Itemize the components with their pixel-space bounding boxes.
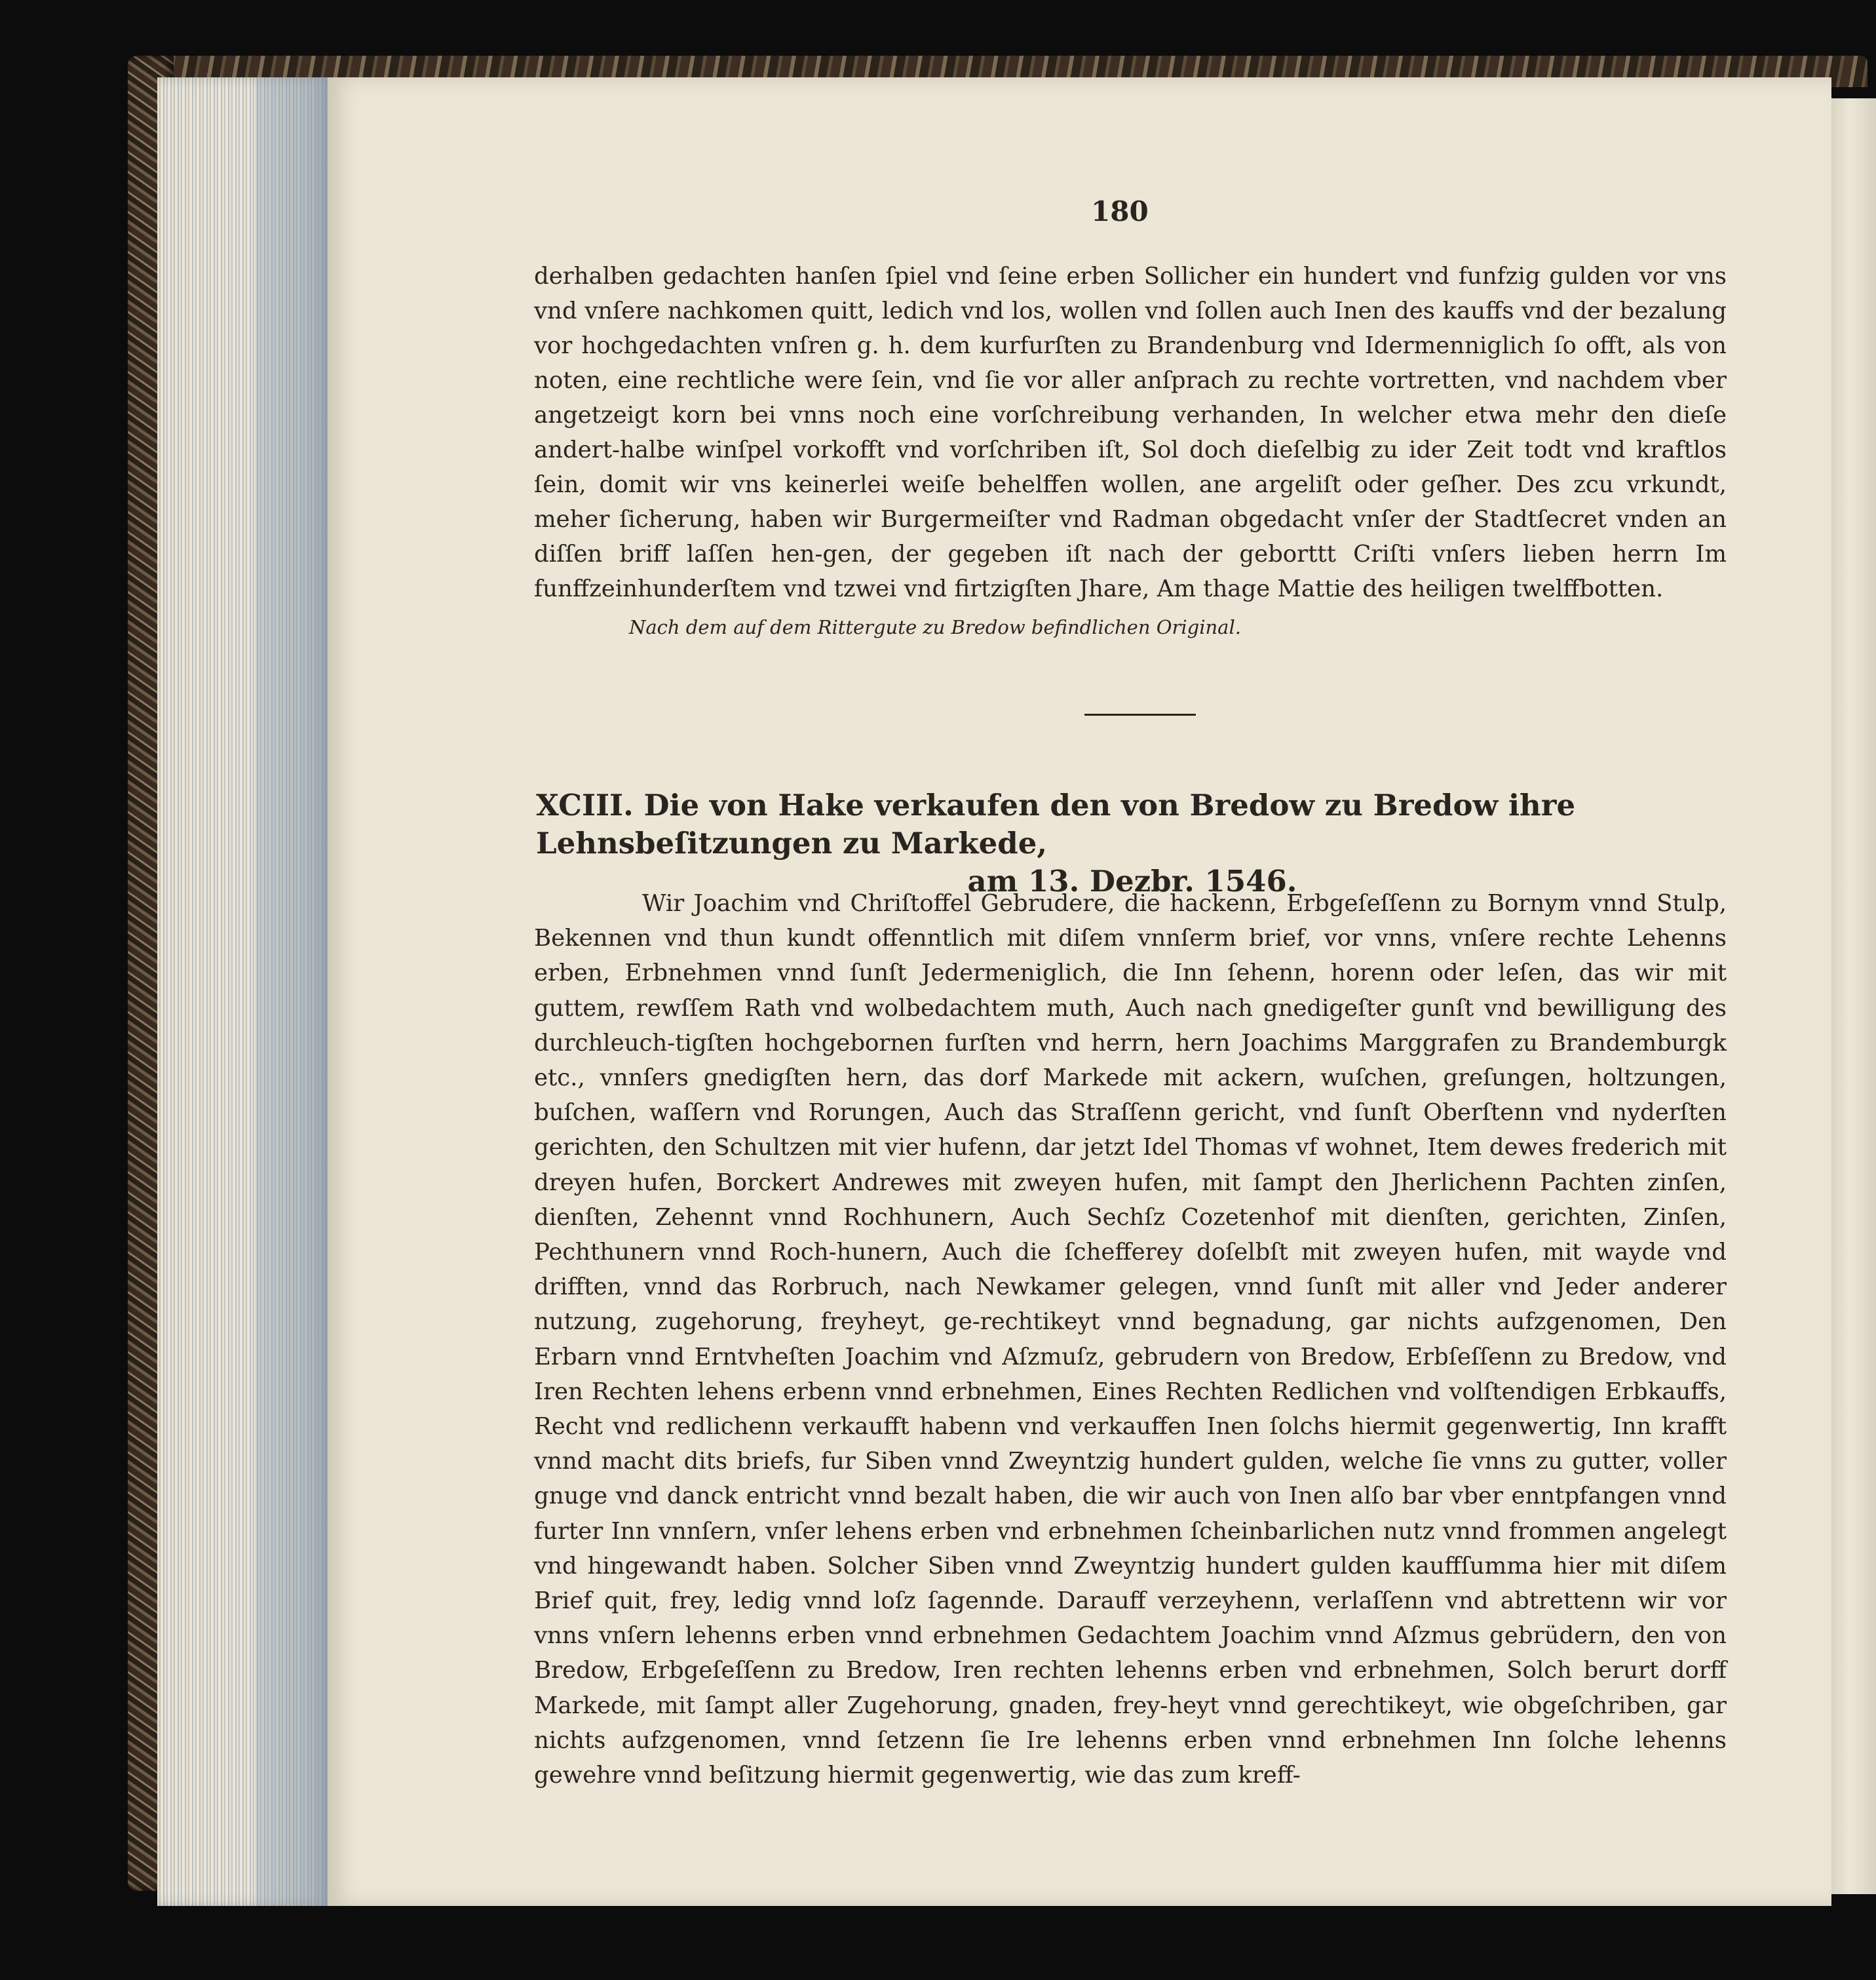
page-edges — [157, 77, 329, 1906]
facing-page-edge — [1831, 98, 1876, 1894]
source-note: Nach dem auf dem Rittergute zu Bredow befindlichen Original. — [629, 616, 1241, 638]
heading-number: XCIII. — [536, 788, 634, 823]
heading-line-1 — [536, 786, 1729, 863]
page-number: 180 — [1091, 195, 1149, 227]
section-divider — [1084, 714, 1196, 716]
paragraph-continuation: derhalben gedachten hanſen ſpiel vnd ſeine erben Sollicher ein hundert vnd funfzig gulden vor vns vnd vnſere nachkomen quitt, ledich vnd los, wollen vnd ſollen auch Inen des kauffs vnd der bezalung vor hochgedachten vnſren g. h. dem kurfurſten zu Brandenburg vnd Idermenniglich ſo offt, als von noten, eine rechtliche were ſein, vnd ſie vor aller anſprach zu rechte vortretten, vnd nachdem vber angetzeigt korn bei vnns noch eine vorſchreibung verhanden, In welcher etwa mehr den dieſe andert-halbe winſpel vorkofft vnd vorſchriben iſt, Sol doch dieſelbig zu ider Zeit todt vnd kraftlos ſein, domit wir vns keinerlei weiſe behelffen wollen, ane argeliſt oder geſher. Des zcu vrkundt, meher ſicherung, haben wir Burgermeiſter vnd Radman obgedacht vnſer der Stadtſecret vnden an diſſen briff laſſen hen-gen, der gegeben iſt nach der geborttt Criſti vnſers lieben herrn Im funffzeinhunderſtem vnd tzwei vnd firtzigſten Jhare, Am thage Mattie des heiligen twelffbotten. — [534, 263, 1727, 602]
heading-title: Die von Hake verkaufen den von Bredow zu Bredow ihre Lehnsbeſitzungen zu Markede, — [536, 788, 1576, 861]
document-body: Wir Joachim vnd Chriſtoffel Gebrudere, die hackenn, Erbgeſeſſenn zu Bornym vnnd Stulp, Bekennen vnd thun kundt offenntlich mit diſem vnnſerm brief, vor vnns, vnſere rechte Lehenns erben, Erbnehmen vnnd ſunſt Jedermeniglich, die Inn ſehenn, horenn oder leſen, das wir mit guttem, rewſſem Rath vnd wolbedachtem muth, Auch nach gnedigeſter gunſt vnd bewilligung des durchleuch-tigſten hochgebornen furſten vnd herrn, hern Joachims Marggrafen zu Brandemburgk etc., vnnſers gnedigſten hern, das dorf Markede mit ackern, wuſchen, greſungen, holtzungen, buſchen, waſſern vnd Rorungen, Auch das Straſſenn gericht, vnd ſunſt Oberſtenn vnd nyderſten gerichten, den Schultzen mit vier hufenn, dar jetzt Idel Thomas vf wohnet, Item dewes frederich mit dreyen hufen, Borckert Andrewes mit zweyen hufen, mit ſampt den Jherlichenn Pachten zinſen, dienſten, Zehennt vnnd Rochhunern, Auch Sechſz Cozetenhof mit dienſten, gerichten, Zinſen, Pechthunern vnnd Roch-hunern, Auch die ſchefferey doſelbſt mit zweyen hufen, mit wayde vnd drifften, vnnd das Rorbruch, nach Newkamer gelegen, vnnd ſunſt mit aller vnd Jeder anderer nutzung, zugehorung, freyheyt, ge-rechtikeyt vnnd begnadung, gar nichts aufzgenomen, Den Erbarn vnnd Erntvheſten Joachim vnd Aſzmuſz, gebrudern von Bredow, Erbſeſſenn zu Bredow, vnd Iren Rechten lehens erbenn vnnd erbnehmen, Eines Rechten Redlichen vnd volſtendigen Erbkauffs, Recht vnd redlichenn verkaufft habenn vnd verkauffen Inen ſolchs hiermit gegenwertig, Inn krafft vnnd macht dits briefs, fur Siben vnnd Zweyntzig hundert gulden, welche ſie vnns zu gutter, voller gnuge vnd danck entricht vnnd bezalt haben, die wir auch von Inen alſo bar vber enntpfangen vnnd furter Inn vnnſern, vnſer lehens erben vnd erbnehmen ſcheinbarlichen nutz vnnd frommen angelegt vnd hingewandt haben. Solcher Siben vnnd Zweyntzig hundert gulden kauffſumma hier mit diſem Brief quit, frey, ledig vnnd loſz ſagennde. Darauff verzeyhenn, verlaſſenn vnd abtrettenn wir vor vnns vnſern lehenns erben vnnd erbnehmen Gedachtem Joachim vnnd Aſzmus gebrüdern, den von Bredow, Erbgeſeſſenn zu Bredow, Iren rechten lehenns erben vnd erbnehmen, Solch berurt dorff Markede, mit ſampt aller Zugehorung, gnaden, frey-heyt vnnd gerechtikeyt, wie obgeſchriben, gar nichts aufzgenomen, vnnd ſetzenn ſie Ire lehenns erben vnnd erbnehmen Inn ſolche lehenns gewehre vnnd beſitzung hiermit gegenwertig, wie das zum kreff- — [534, 890, 1727, 1789]
document-heading — [536, 786, 1729, 901]
heading-date: am 13. Dezbr. 1546. — [967, 864, 1297, 899]
